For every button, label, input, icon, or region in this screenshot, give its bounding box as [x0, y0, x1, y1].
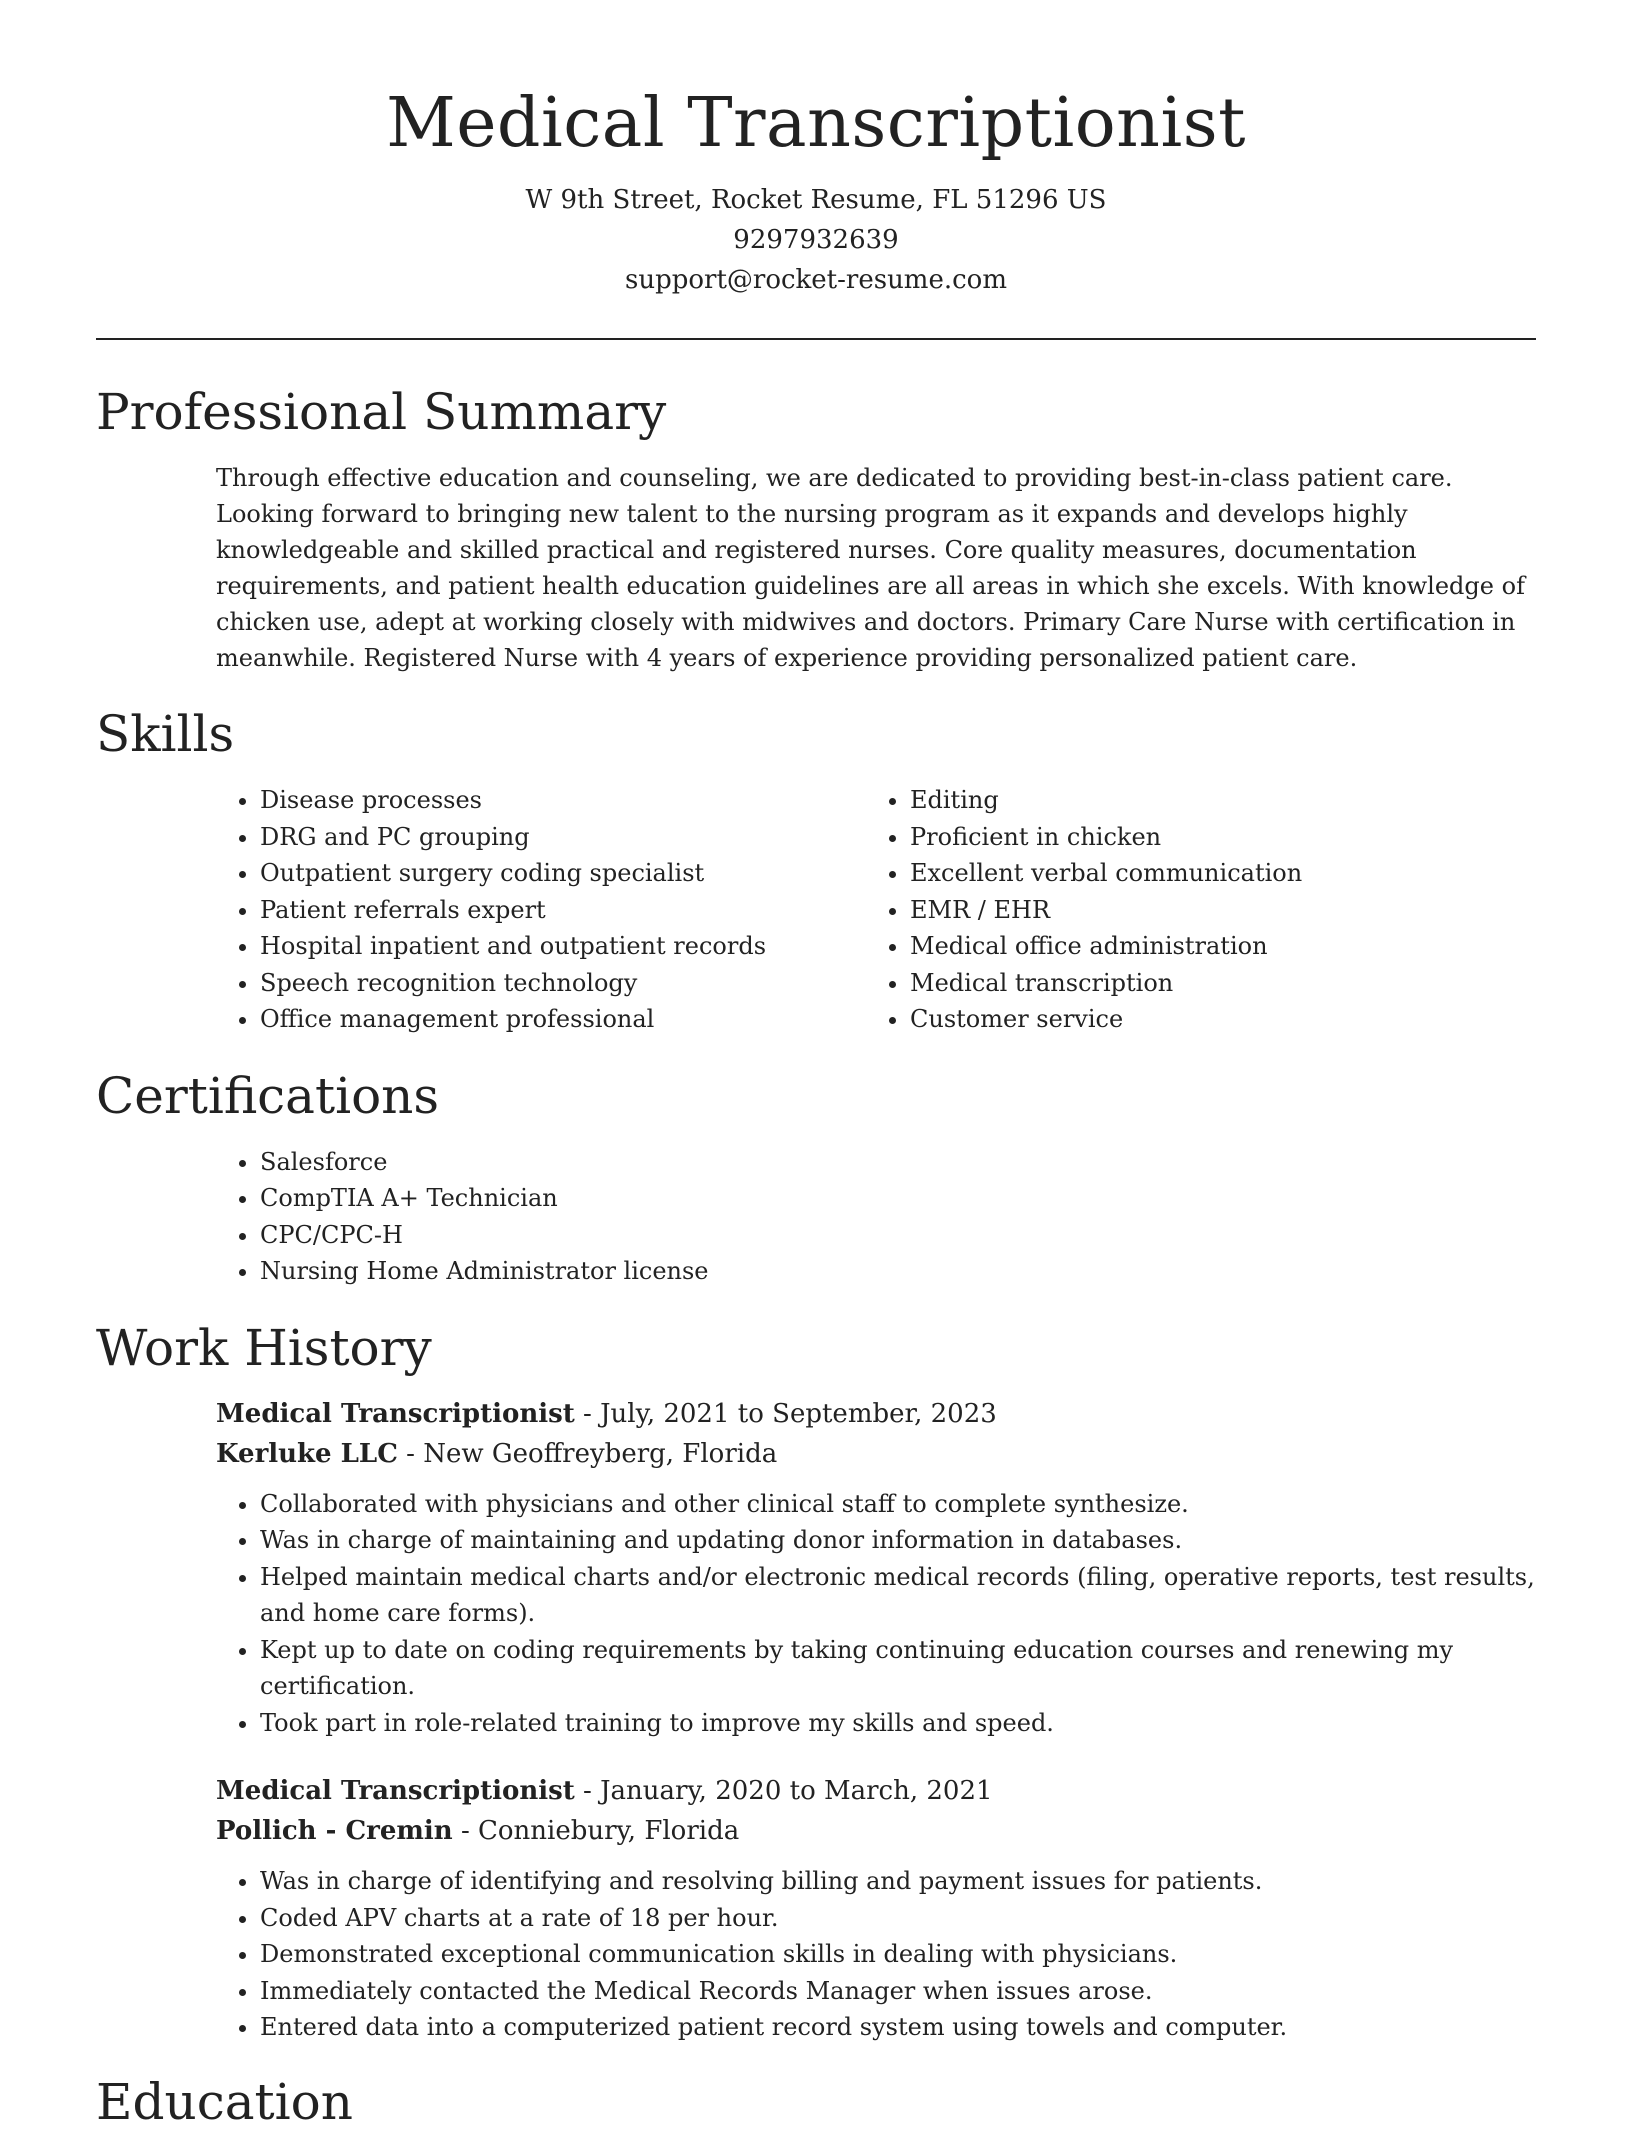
skills-title: Skills — [96, 705, 235, 763]
job-dates: - January, 2020 to March, 2021 — [574, 1776, 993, 1806]
skill-item: • Editing — [910, 782, 1516, 819]
certification-item: • CPC/CPC-H — [260, 1217, 1536, 1254]
certifications-list-wrap — [216, 1144, 1536, 1290]
job-duty-item: • Was in charge of identifying and resolving billing and payment issues for patients. — [260, 1863, 1541, 1900]
job-duties-list — [216, 1486, 1541, 1742]
skill-item: • Hospital inpatient and outpatient records — [260, 928, 866, 965]
skill-item: • Proficient in chicken — [910, 819, 1516, 856]
job-duties-list — [216, 1863, 1541, 2046]
skill-item: • Customer service — [910, 1001, 1516, 1038]
job-entry — [216, 1394, 1536, 1742]
skill-item: • Office management professional — [260, 1001, 866, 1038]
certification-item: • Salesforce — [260, 1144, 1536, 1181]
resume-name: Medical Transcriptionist — [386, 84, 1246, 163]
skill-item: • Speech recognition technology — [260, 965, 866, 1002]
contact-info — [96, 180, 1536, 300]
work-history-title: Work History — [96, 1318, 432, 1377]
job-duty-item: • Demonstrated exceptional communication skills in dealing with physicians. — [260, 1936, 1541, 1973]
job-dates: - July, 2021 to September, 2023 — [574, 1398, 997, 1429]
job-entry — [216, 1771, 1536, 2046]
resume-header — [96, 0, 1536, 300]
skills-columns — [216, 782, 1536, 1038]
certifications-list — [216, 1144, 1536, 1290]
skills-section — [96, 700, 1536, 1038]
job-duty-item: • Took part in role-related training to improve my skills and speed. — [260, 1705, 1541, 1742]
contact-address: W 9th Street, Rocket Resume, FL 51296 US — [525, 185, 1107, 215]
job-company-line — [216, 1434, 1536, 1474]
skill-item: • EMR / EHR — [910, 892, 1516, 929]
skill-item: • Outpatient surgery coding specialist — [260, 855, 866, 892]
job-company: Kerluke LLC — [216, 1438, 398, 1469]
skill-item: • Medical transcription — [910, 965, 1516, 1002]
skills-column-left — [216, 782, 866, 1038]
contact-phone: 9297932639 — [733, 225, 899, 255]
skill-item: • Excellent verbal communication — [910, 855, 1516, 892]
contact-email: support@rocket-resume.com — [624, 265, 1007, 295]
skills-list-left — [216, 782, 866, 1038]
work-history-section — [96, 1314, 1536, 2046]
job-location: - Conniebury, Florida — [452, 1816, 740, 1846]
job-role: Medical Transcriptionist — [216, 1776, 575, 1806]
skill-item: • Disease processes — [260, 782, 866, 819]
skills-column-right — [866, 782, 1516, 1038]
job-title-line — [216, 1394, 1536, 1434]
summary-text: Through effective education and counseling, we are dedicated to providing best-in-class patient care. Looking forward to bringing new talent to the nursing program as it expands and develops highly knowledgeable and skilled practical and registered nurses. Core quality measures, documentation requirements, and patient health education guidelines are all areas in which she excels. With knowledge of chicken use, adept at working closely with midwives and doctors. Primary Care Nurse with certification in meanwhile. Registered Nurse with 4 years of experience providing personalized patient care. — [216, 464, 1525, 672]
skill-item: • DRG and PC grouping — [260, 819, 866, 856]
job-duty-item: • Helped maintain medical charts and/or electronic medical records (filing, operative reports, test results, and home care forms). — [260, 1559, 1541, 1632]
certifications-title: Certifications — [96, 1066, 440, 1125]
job-duties — [216, 1486, 1536, 1742]
header-divider — [96, 338, 1536, 340]
certification-item: • Nursing Home Administrator license — [260, 1253, 1536, 1290]
job-title-line — [216, 1771, 1536, 1811]
job-duty-item: • Was in charge of maintaining and updating donor information in databases. — [260, 1522, 1541, 1559]
job-role: Medical Transcriptionist — [216, 1398, 575, 1429]
resume-page — [96, 0, 1536, 2136]
certification-item: • CompTIA A+ Technician — [260, 1180, 1536, 1217]
job-company: Pollich - Cremin — [216, 1816, 453, 1846]
job-duties — [216, 1863, 1536, 2046]
skill-item: • Medical office administration — [910, 928, 1516, 965]
job-duty-item: • Entered data into a computerized patient record system using towels and computer. — [260, 2009, 1541, 2046]
job-duty-item: • Kept up to date on coding requirements by taking continuing education courses and renewing my certification. — [260, 1632, 1541, 1705]
education-title: Education — [96, 2072, 353, 2131]
certifications-section — [96, 1062, 1536, 1290]
job-company-line — [216, 1811, 1536, 1851]
summary-section — [96, 378, 1536, 676]
skills-list-right — [866, 782, 1516, 1038]
skill-item: • Patient referrals expert — [260, 892, 866, 929]
education-section — [96, 2068, 1536, 2136]
job-duty-item: • Immediately contacted the Medical Records Manager when issues arose. — [260, 1973, 1541, 2010]
job-duty-item: • Coded APV charts at a rate of 18 per hour. — [260, 1900, 1541, 1937]
summary-title: Professional Summary — [96, 383, 667, 441]
job-duty-item: • Collaborated with physicians and other clinical staff to complete synthesize. — [260, 1486, 1541, 1523]
job-location: - New Geoffreyberg, Florida — [397, 1438, 778, 1469]
